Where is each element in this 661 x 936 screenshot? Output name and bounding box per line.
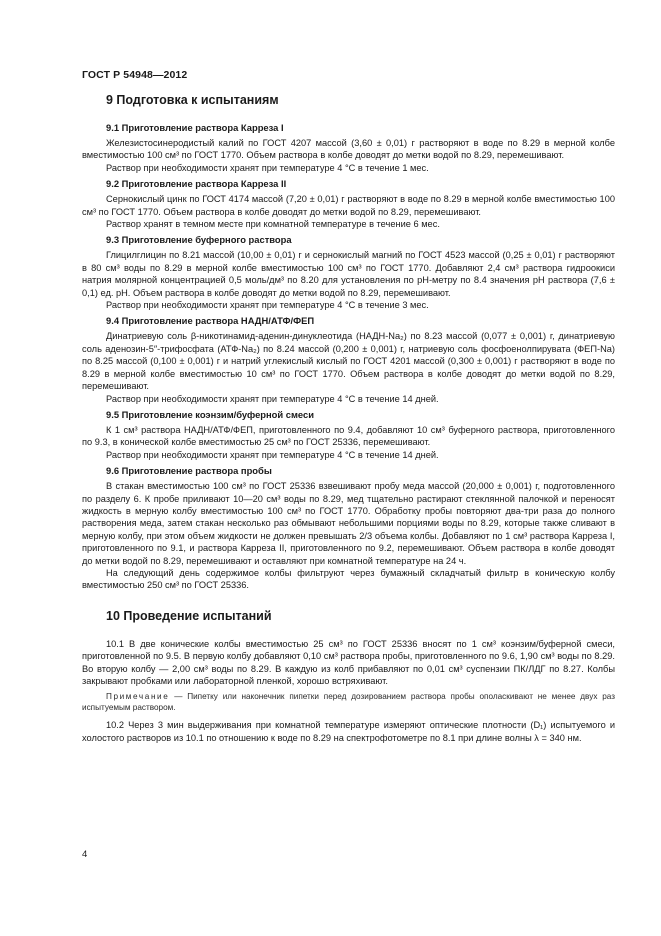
- paragraph: В стакан вместимостью 100 см³ по ГОСТ 25336 взвешивают пробу меда массой (20,000 ± 0,001) г, подготовленного по разделу 6. К пробе приливают 10—20 см³ воды по 8.29, мед тщательно растирают стеклянной палочкой и переносят жидкость в мерную колбу вместимостью 100 см³ по ГОСТ 1770. Обработку пробы повторяют два-три раза до полного растворения меда, затем стакан несколько раз обмывают небольшими порциями воды по 8.29, которые также сливают в мерную колбу, при этом объем жидкости не должен превышать 2/3 объема колбы. Добавляют по 1 см³ раствора Карреза I, приготовленного по 9.1, и раствора Карреза II, приготовленного по 9.2, перемешивают. Объем раствора в колбе доводят до метки водой по 8.29, перемешивают и оставляют при комнатной температуре на 24 ч.: [82, 481, 615, 566]
- standard-header: ГОСТ Р 54948—2012: [82, 69, 188, 81]
- section-9-title: 9 Подготовка к испытаниям: [106, 93, 279, 107]
- paragraph: Раствор при необходимости хранят при температуре 4 °С в течение 14 дней.: [106, 393, 439, 404]
- paragraph: Раствор хранят в темном месте при комнатной температуре в течение 6 мес.: [106, 219, 440, 230]
- paragraph: Глицилглицин по 8.21 массой (10,00 ± 0,01) г и сернокислый магний по ГОСТ 4523 массой (0,25 ± 0,01) г растворяют в 80 см³ воды по 8.29 в мерной колбе вместимостью 100 см³ по ГОСТ 1770. Добавляют 2,4 см³ раствора гидроокиси натрия молярной концентрацией 0,5 моль/дм³ по 8.20 для установления по рН-метру по 8.4 значения рН раствора (7,6 ± 0,1) ед. рН. Объем раствора в колбе доводят до метки водой по 8.29, перемешивают.: [82, 250, 615, 298]
- note: [82, 691, 615, 713]
- subsection-9-4-title: 9.4 Приготовление раствора НАДН/АТФ/ФЕП: [106, 315, 315, 327]
- paragraph: Раствор при необходимости хранят при температуре 4 °С в течение 1 мес.: [106, 162, 429, 173]
- note-text: — Пипетку или наконечник пипетки перед дозированием раствора пробы ополаскивают не менее двух раз испытуемым раствором.: [82, 692, 615, 713]
- paragraph: Раствор при необходимости хранят при температуре 4 °С в течение 14 дней.: [106, 449, 439, 460]
- paragraph: На следующий день содержимое колбы фильтруют через бумажный складчатый фильтр в коническую колбу вместимостью 250 см³ по ГОСТ 25336.: [82, 567, 615, 591]
- subsection-9-3-title: 9.3 Приготовление буферного раствора: [106, 234, 292, 246]
- section-10-title: 10 Проведение испытаний: [106, 608, 272, 623]
- subsection-9-6: [82, 465, 615, 592]
- subsection-9-2: [82, 178, 615, 230]
- paragraph: Раствор при необходимости хранят при температуре 4 °С в течение 3 мес.: [106, 300, 429, 311]
- subsection-9-4: [82, 315, 615, 404]
- subsection-9-3: [82, 234, 615, 311]
- subsection-9-1-title: 9.1 Приготовление раствора Карреза I: [106, 122, 284, 133]
- paragraph: Динатриевую соль β-никотинамид-аденин-динуклеотида (НАДН-Na₂) по 8.23 массой (0,077 ± 0,001) г, динатриевую соль аденозин-5″-трифосфата (АТФ-Na₂) по 8.24 массой (0,200 ± 0,001) г, натриевую соль фосфоенолпирувата (ФЕП-Na) по 8.25 массой (0,100 ± 0,001) г и натрий углекислый кислый по ГОСТ 4201 массой (0,300 ± 0,001) г растворяют в воде по 8.29 в мерной колбе вместимостью 10 см³ по ГОСТ 1770. Объем раствора в колбе доводят до метки водой по 8.29, перемешивают.: [82, 331, 615, 392]
- paragraph: 10.2 Через 3 мин выдерживания при комнатной температуре измеряют оптические плотности (D₁) испытуемого и холостого растворов из 10.1 по отношению к воде по 8.29 на спектрофотометре по 8.1 при длине волны λ = 340 нм.: [82, 720, 615, 743]
- subsection-9-6-title: 9.6 Приготовление раствора пробы: [106, 465, 272, 477]
- paragraph: 10.1 В две конические колбы вместимостью 25 см³ по ГОСТ 25336 вносят по 1 см³ коэнзим/буферной смеси, приготовленной по 9.5. В первую колбу добавляют 0,10 см³ раствора пробы, приготовленного по 9.6, 1,90 см³ воды по 8.29. Во вторую колбу — 2,00 см³ воды по 8.29. В каждую из колб прибавляют по 0,01 см³ суспензии ПК/ЛДГ по 8.27. Колбы закрывают пробками или лабораторной пленкой, хорошо встряхивают.: [82, 638, 615, 686]
- section-spacer: [82, 596, 615, 608]
- subsection-9-5-title: 9.5 Приготовление коэнзим/буферной смеси: [106, 408, 314, 420]
- paragraph: Железистосинеродистый калий по ГОСТ 4207 массой (3,60 ± 0,01) г растворяют в воде по 8.29 в мерной колбе вместимостью 100 см³ по ГОСТ 1770. Объем раствора в колбе доводят до метки водой по 8.29, перемешивают.: [82, 138, 615, 161]
- subsection-9-5: [82, 409, 615, 461]
- paragraph: К 1 см³ раствора НАДН/АТФ/ФЕП, приготовленного по 9.4, добавляют 10 см³ буферного раствора, приготовленного по 9.3, в конической колбе вместимостью 25 см³ по ГОСТ 25336, перемешивают.: [82, 424, 615, 448]
- note-label: Примечание: [106, 692, 170, 702]
- subsection-9-2-title: 9.2 Приготовление раствора Карреза II: [106, 178, 287, 190]
- document-body: [82, 92, 615, 744]
- subsection-9-1: [82, 122, 615, 174]
- page-number: 4: [82, 849, 88, 860]
- paragraph: Сернокислый цинк по ГОСТ 4174 массой (7,20 ± 0,01) г растворяют в воде по 8.29 в мерной колбе вместимостью 100 см³ по ГОСТ 1770. Объем раствора в колбе доводят до метки водой по 8.29, перемешивают.: [82, 194, 615, 217]
